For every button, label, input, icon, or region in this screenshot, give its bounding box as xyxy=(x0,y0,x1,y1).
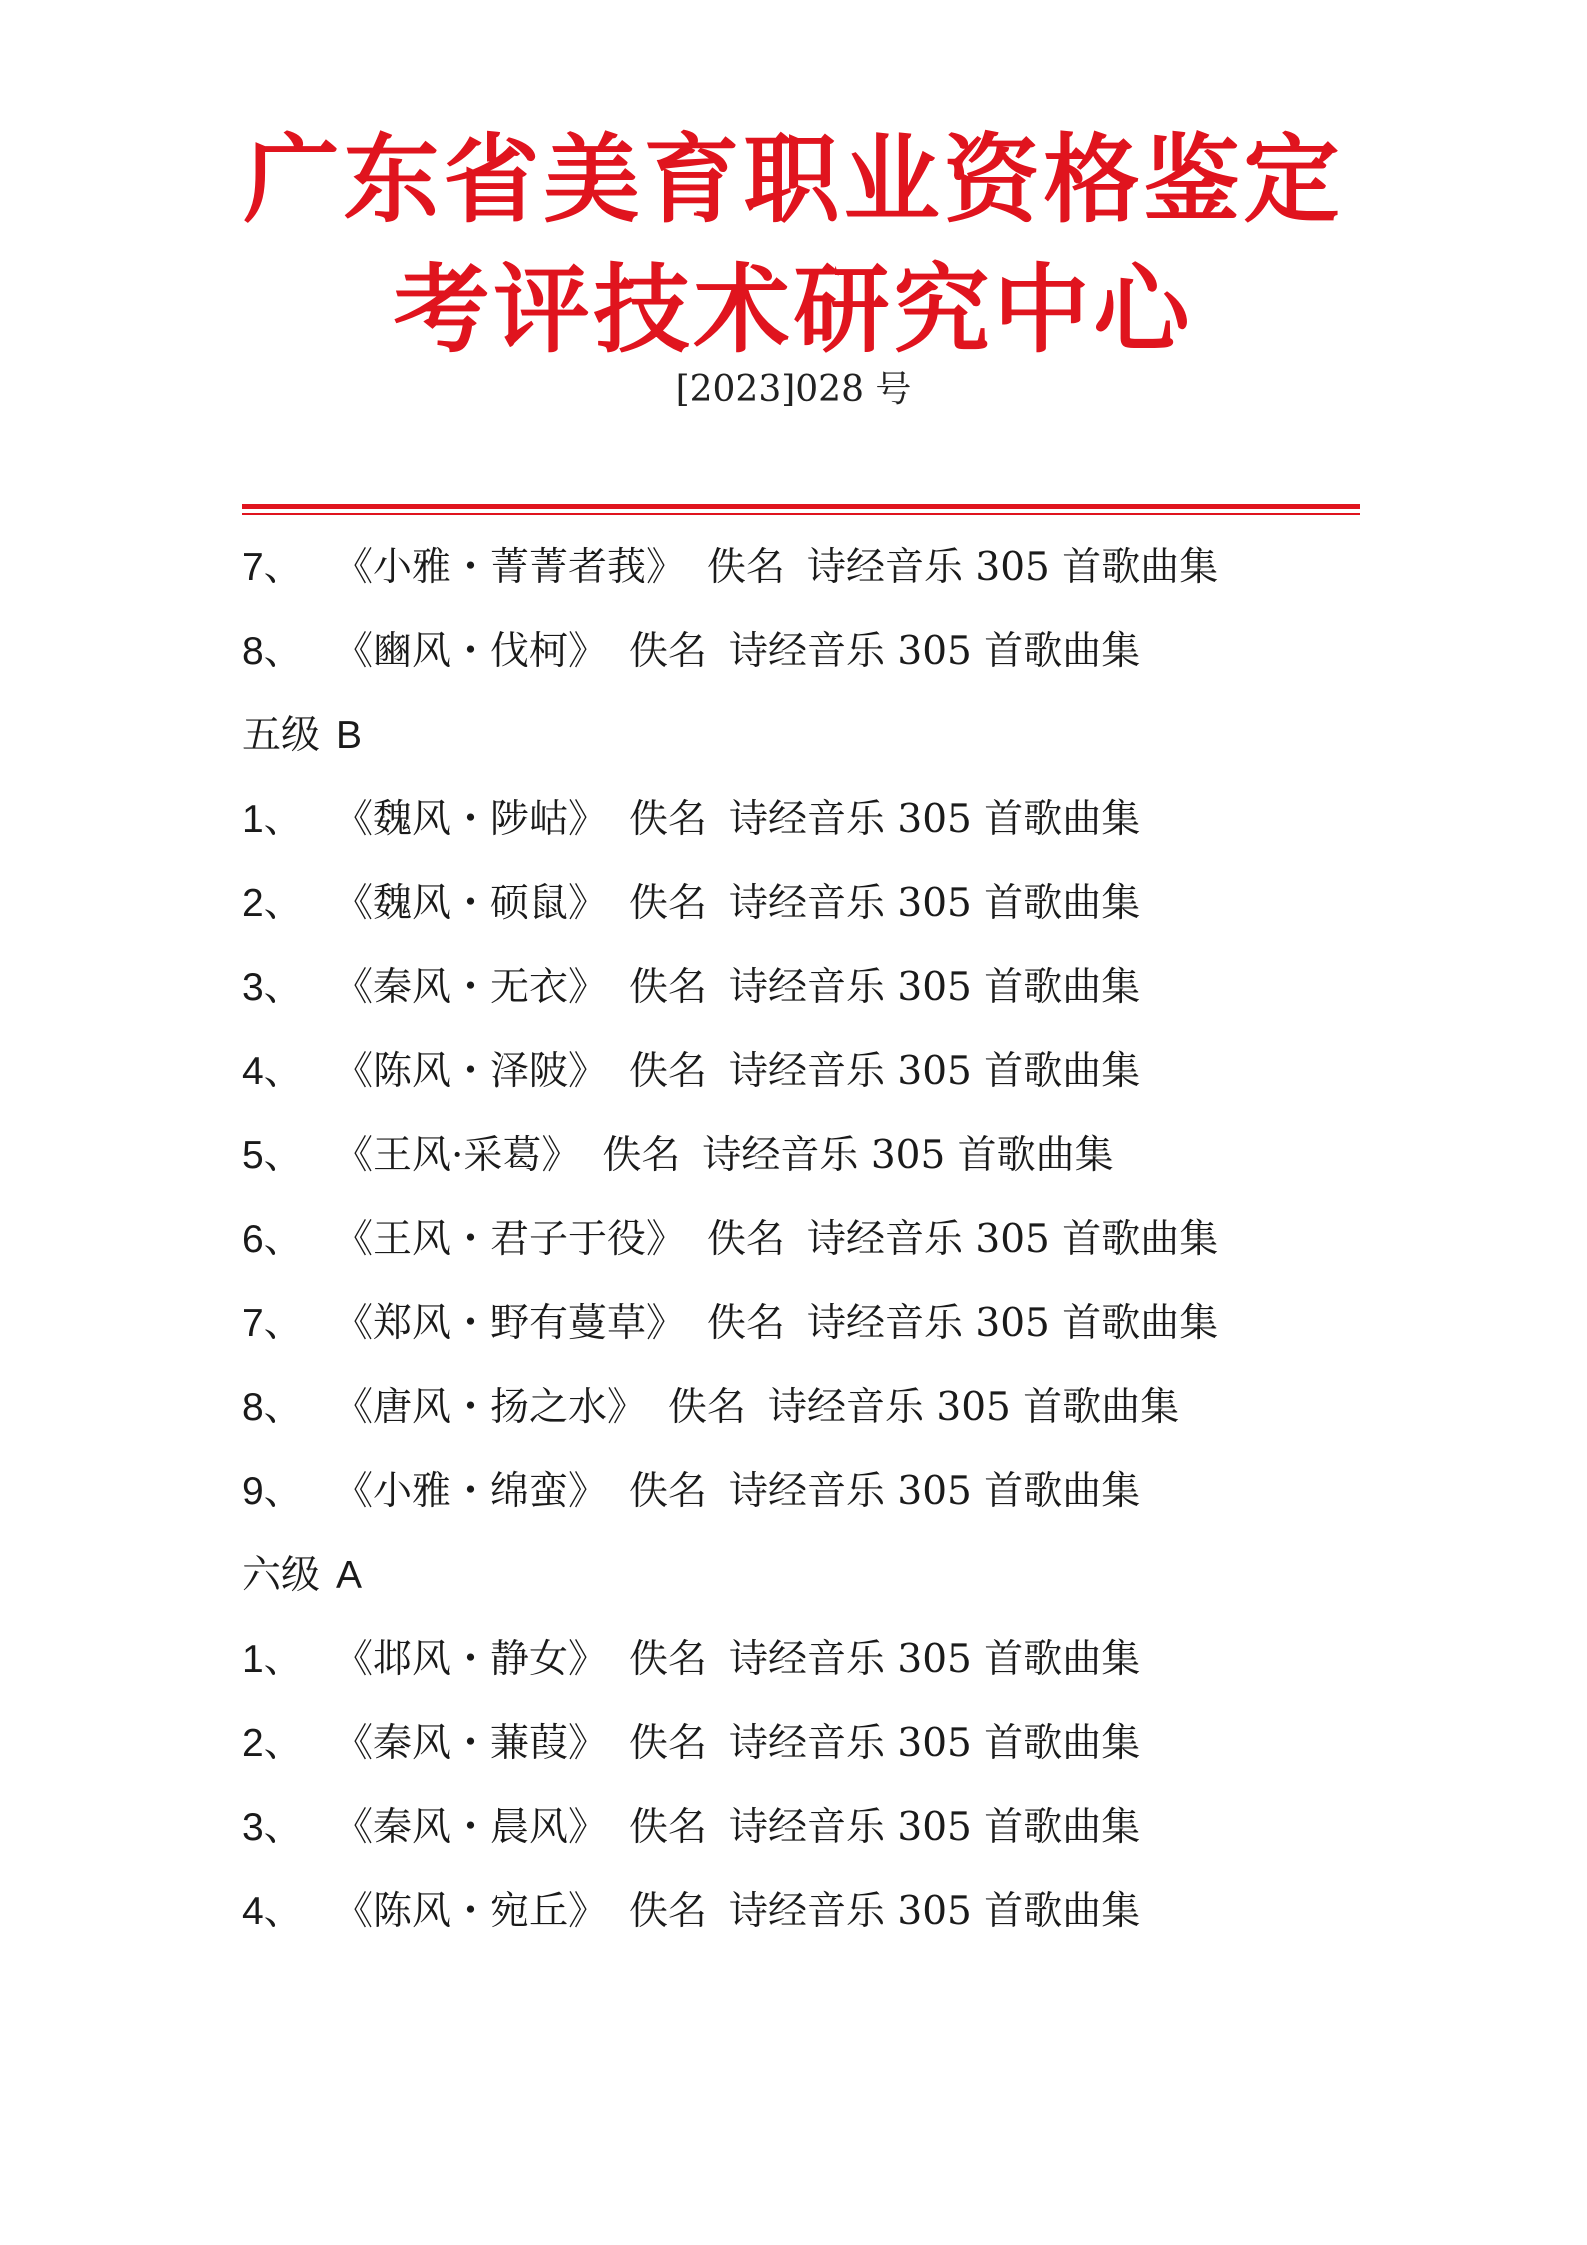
list-item xyxy=(242,1617,1352,1701)
song-source: 诗经音乐 305 首歌曲集 xyxy=(768,1384,1180,1430)
header-divider-thick xyxy=(242,504,1360,509)
list-item xyxy=(242,861,1352,945)
list-item xyxy=(242,1113,1352,1197)
song-source: 诗经音乐 305 首歌曲集 xyxy=(729,964,1141,1010)
song-title: 《陈风・宛丘》 xyxy=(334,1888,608,1934)
list-item xyxy=(242,1785,1352,1869)
song-author: 佚名 xyxy=(629,964,708,1010)
song-source: 诗经音乐 305 首歌曲集 xyxy=(729,796,1141,842)
item-number: 4、 xyxy=(242,1889,303,1933)
item-number: 4、 xyxy=(242,1049,303,1093)
item-number: 3、 xyxy=(242,1805,303,1849)
section-grade: A xyxy=(336,1553,363,1597)
song-source: 诗经音乐 305 首歌曲集 xyxy=(729,1804,1141,1850)
song-author: 佚名 xyxy=(707,1216,786,1262)
song-title: 《秦风・无衣》 xyxy=(334,964,608,1010)
song-author: 佚名 xyxy=(602,1132,681,1178)
song-author: 佚名 xyxy=(629,796,708,842)
song-title: 《王风·采葛》 xyxy=(334,1132,581,1178)
item-number: 1、 xyxy=(242,797,303,841)
song-list xyxy=(242,525,1352,1953)
section-level: 六级 xyxy=(242,1552,321,1598)
song-title: 《豳风・伐柯》 xyxy=(334,628,608,674)
song-author: 佚名 xyxy=(668,1384,747,1430)
song-title: 《陈风・泽陂》 xyxy=(334,1048,608,1094)
list-item xyxy=(242,945,1352,1029)
song-title: 《秦风・蒹葭》 xyxy=(334,1720,608,1766)
song-author: 佚名 xyxy=(629,880,708,926)
song-title: 《王风・君子于役》 xyxy=(334,1216,686,1262)
song-title: 《魏风・硕鼠》 xyxy=(334,880,608,926)
song-source: 诗经音乐 305 首歌曲集 xyxy=(729,1048,1141,1094)
song-author: 佚名 xyxy=(707,1300,786,1346)
list-item xyxy=(242,1029,1352,1113)
song-author: 佚名 xyxy=(629,1804,708,1850)
section-grade: B xyxy=(336,713,363,757)
list-item xyxy=(242,525,1352,609)
song-source: 诗经音乐 305 首歌曲集 xyxy=(807,1300,1219,1346)
item-number: 6、 xyxy=(242,1217,303,1261)
document-number: [2023]028 号 xyxy=(675,369,912,410)
section-heading-6a xyxy=(242,1533,1352,1617)
item-number: 7、 xyxy=(242,1301,303,1345)
item-number: 7、 xyxy=(242,545,303,589)
song-source: 诗经音乐 305 首歌曲集 xyxy=(729,1636,1141,1682)
song-author: 佚名 xyxy=(629,1636,708,1682)
song-title: 《郑风・野有蔓草》 xyxy=(334,1300,686,1346)
item-number: 8、 xyxy=(242,629,303,673)
list-item xyxy=(242,1869,1352,1953)
list-item xyxy=(242,609,1352,693)
song-author: 佚名 xyxy=(707,544,786,590)
song-author: 佚名 xyxy=(629,628,708,674)
list-item xyxy=(242,777,1352,861)
list-item xyxy=(242,1365,1352,1449)
song-source: 诗经音乐 305 首歌曲集 xyxy=(729,628,1141,674)
song-source: 诗经音乐 305 首歌曲集 xyxy=(729,1888,1141,1934)
song-source: 诗经音乐 305 首歌曲集 xyxy=(729,1468,1141,1514)
song-source: 诗经音乐 305 首歌曲集 xyxy=(807,1216,1219,1262)
item-number: 2、 xyxy=(242,1721,303,1765)
song-title: 《魏风・陟岵》 xyxy=(334,796,608,842)
item-number: 1、 xyxy=(242,1637,303,1681)
list-item xyxy=(242,1281,1352,1365)
song-source: 诗经音乐 305 首歌曲集 xyxy=(807,544,1219,590)
list-item xyxy=(242,1449,1352,1533)
song-title: 《小雅・绵蛮》 xyxy=(334,1468,608,1514)
item-number: 9、 xyxy=(242,1469,303,1513)
song-author: 佚名 xyxy=(629,1048,708,1094)
song-title: 《唐风・扬之水》 xyxy=(334,1384,647,1430)
song-source: 诗经音乐 305 首歌曲集 xyxy=(729,880,1141,926)
song-author: 佚名 xyxy=(629,1720,708,1766)
org-title-line-2: 考评技术研究中心 xyxy=(393,254,1194,366)
org-title-line-1: 广东省美育职业资格鉴定 xyxy=(243,124,1344,236)
item-number: 3、 xyxy=(242,965,303,1009)
item-number: 8、 xyxy=(242,1385,303,1429)
song-source: 诗经音乐 305 首歌曲集 xyxy=(729,1720,1141,1766)
song-title: 《小雅・菁菁者莪》 xyxy=(334,544,686,590)
song-author: 佚名 xyxy=(629,1888,708,1934)
item-number: 2、 xyxy=(242,881,303,925)
song-source: 诗经音乐 305 首歌曲集 xyxy=(702,1132,1114,1178)
song-author: 佚名 xyxy=(629,1468,708,1514)
item-number: 5、 xyxy=(242,1133,303,1177)
section-level: 五级 xyxy=(242,712,321,758)
song-title: 《邶风・静女》 xyxy=(334,1636,608,1682)
song-title: 《秦风・晨风》 xyxy=(334,1804,608,1850)
header-divider-thin xyxy=(242,513,1360,515)
list-item xyxy=(242,1701,1352,1785)
list-item xyxy=(242,1197,1352,1281)
section-heading-5b xyxy=(242,693,1352,777)
